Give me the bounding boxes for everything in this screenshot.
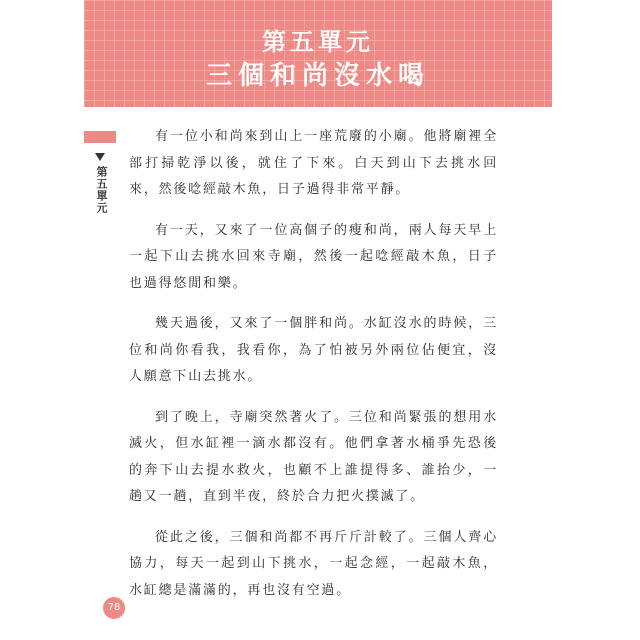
unit-title: 第五單元: [262, 28, 374, 56]
story-title: 三個和尚沒水喝: [205, 61, 430, 91]
side-accent-bar: [84, 131, 116, 143]
paragraph-2: 有一天，又來了一位高個子的瘦和尚，兩人每天早上一起下山去挑水回來寺廟，然後一起唸經敲木魚，日子也過得悠閒和樂。: [129, 222, 498, 291]
side-unit-label: 第五單元: [95, 166, 108, 214]
paragraph-3: 幾天過後，又來了一個胖和尚。水缸沒水的時候，三位和尚你看我，我看你，為了怕被另外兩位佔便宜，沒人願意下山去挑水。: [129, 316, 498, 384]
story-body: [129, 124, 498, 618]
paragraph-5: 從此之後，三個和尚都不再斤斤計較了。三個人齊心協力，每天一起到山下挑水，一起念經，一起敲木魚，水缸總是滿滿的，再也沒有空過。: [129, 529, 498, 598]
chapter-header: [84, 0, 552, 107]
paragraph-4: 到了晚上，寺廟突然著火了。三位和尚緊張的想用水滅火，但水缸裡一滴水都沒有。他們拿著水桶爭先恐後的奔下山去提水救火，也顧不上誰提得多、誰抬少，一趟又一趟，直到半夜，終於合力把火撲滅了。: [129, 409, 498, 504]
paragraph-1: 有一位小和尚來到山上一座荒廢的小廟。他將廟裡全部打掃乾淨以後，就住了下來。白天到山下去挑水回來，然後唸經敲木魚，日子過得非常平靜。: [129, 129, 498, 197]
page-number: 78: [103, 597, 125, 619]
triangle-down-icon: [95, 153, 105, 161]
